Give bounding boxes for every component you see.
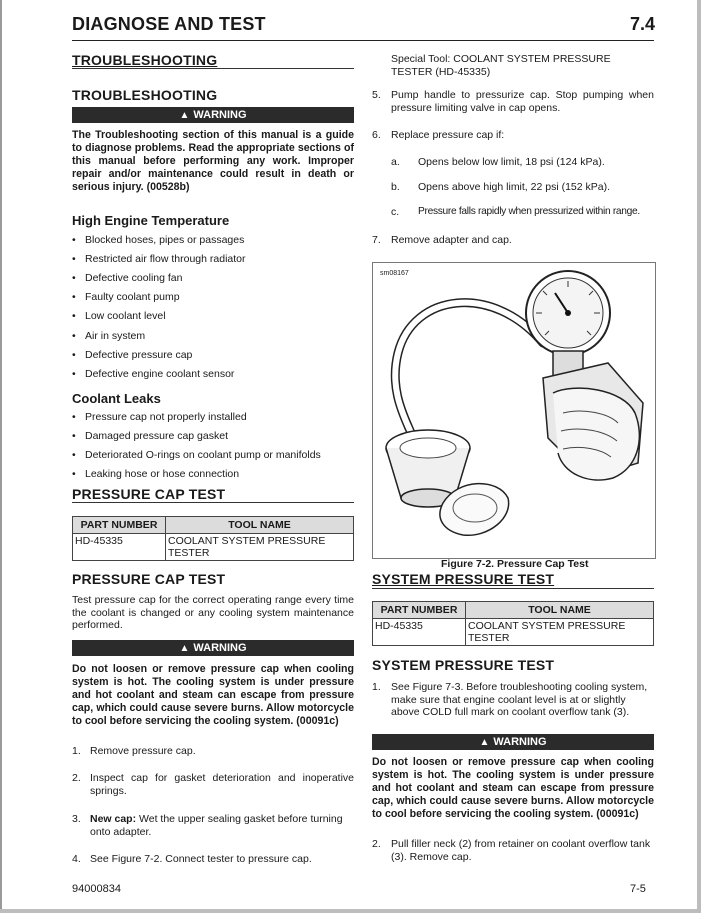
list-item-text: Air in system (85, 329, 146, 342)
figure-id: sm08167 (380, 270, 409, 277)
step-text: Pull filler neck (2) from retainer on coolant overflow tank (3). Remove cap. (391, 838, 651, 863)
list-item (72, 252, 354, 266)
pressure-cap-test-subheading: PRESSURE CAP TEST (72, 571, 226, 587)
warning-triangle-icon: ▲ (479, 737, 490, 748)
col-tool-name: TOOL NAME (466, 602, 654, 619)
tool-table (72, 516, 354, 561)
section-rule (72, 502, 354, 503)
list-item (72, 329, 354, 343)
list-item (72, 233, 354, 247)
page-border-bottom (0, 909, 701, 913)
list-item (72, 309, 354, 323)
warning-text: Do not loosen or remove pressure cap when cooling system is hot. The cooling system is under pressure and hot coolant and steam can escape from pressure cap, which could cause severe burns. Allow motorcycle to cool before servicing the cooling system. (00091c) (72, 663, 354, 727)
list-item-text: Defective engine coolant sensor (85, 367, 235, 380)
bullet-icon: • (72, 234, 76, 246)
bullet-icon: • (72, 348, 76, 361)
bullet-icon: • (72, 430, 76, 443)
intro-paragraph: Test pressure cap for the correct operating range every time the coolant is changed or any cooling system maintenance performed. (72, 594, 354, 631)
step-number: 3. (72, 813, 81, 825)
substep-text: Opens above high limit, 22 psi (152 kPa). (418, 181, 611, 193)
coolant-leaks-heading: Coolant Leaks (72, 391, 161, 406)
bullet-icon: • (72, 310, 76, 323)
step-number: 2. (372, 838, 381, 850)
bullet-icon: • (72, 253, 76, 266)
bullet-icon: • (72, 329, 76, 342)
step-number: 1. (72, 745, 81, 757)
list-item (72, 448, 354, 462)
warning-triangle-icon: ▲ (179, 643, 190, 654)
step-text: Pump handle to pressurize cap. Stop pumping when pressure limiting valve in cap opens. (391, 89, 654, 114)
tool-name-cell: COOLANT SYSTEM PRESSURE TESTER (466, 619, 654, 646)
high-engine-temp-heading: High Engine Temperature (72, 213, 230, 228)
step-number: 6. (372, 129, 381, 141)
bullet-icon: • (72, 411, 76, 423)
warning-bar: ▲ WARNING (372, 734, 654, 750)
step-text: Inspect cap for gasket deterioration and inoperative springs. (90, 772, 354, 797)
part-number-cell: HD-45335 (73, 534, 166, 561)
pressure-tester-illustration (373, 263, 655, 558)
pressure-cap-test-heading: PRESSURE CAP TEST (72, 486, 226, 502)
document-number: 94000834 (72, 883, 121, 895)
troubleshooting-section-heading: TROUBLESHOOTING (72, 52, 218, 68)
list-item-text: Faulty coolant pump (85, 291, 180, 304)
step-number: 2. (72, 772, 81, 784)
list-item (72, 410, 354, 424)
troubleshooting-subheading: TROUBLESHOOTING (72, 87, 218, 103)
warning-text: The Troubleshooting section of this manual is a guide to diagnose problems. Read the appropriate sections of this manual before performing any work. Improper repair and/or maintenance could result in death or serious injury. (00528b) (72, 129, 354, 193)
system-pressure-test-subheading: SYSTEM PRESSURE TEST (372, 657, 555, 673)
list-item-text: Restricted air flow through radiator (85, 253, 246, 266)
list-item-text: Damaged pressure cap gasket (85, 430, 228, 443)
col-part-number: PART NUMBER (373, 602, 466, 619)
header-rule (72, 40, 654, 41)
page-border-left (0, 0, 2, 913)
list-item (72, 429, 354, 443)
list-item (72, 348, 354, 362)
substep-text: Pressure falls rapidly when pressurized within range. (418, 206, 640, 217)
page-title: DIAGNOSE AND TEST (72, 14, 266, 34)
step-text: See Figure 7-3. Before troubleshooting cooling system, make sure that engine coolant level is at or slightly above COLD full mark on coolant overflow tank (3). (391, 681, 648, 718)
list-item-text: Deteriorated O-rings on coolant pump or manifolds (85, 449, 321, 462)
list-item (72, 290, 354, 304)
figure-pressure-cap-test (372, 262, 656, 559)
list-item (72, 467, 354, 481)
warning-bar: ▲ WARNING (72, 107, 354, 123)
section-number: 7.4 (629, 14, 655, 34)
warning-triangle-icon: ▲ (179, 110, 190, 121)
list-item-text: Leaking hose or hose connection (85, 468, 240, 481)
step-text: Remove pressure cap. (90, 745, 196, 757)
list-item (72, 367, 354, 381)
page-number: 7-5 (630, 883, 646, 895)
system-pressure-test-heading: SYSTEM PRESSURE TEST (372, 571, 555, 587)
bullet-icon: • (72, 449, 76, 462)
list-item-text: Low coolant level (85, 310, 166, 323)
figure-caption: Figure 7-2. Pressure Cap Test (441, 558, 589, 570)
bullet-icon: • (72, 291, 76, 304)
tool-name-cell: COOLANT SYSTEM PRESSURE TESTER (166, 534, 354, 561)
col-tool-name: TOOL NAME (166, 517, 354, 534)
list-item-text: Defective pressure cap (85, 348, 193, 361)
bullet-icon: • (72, 468, 76, 481)
list-item-text: Pressure cap not properly installed (85, 411, 247, 423)
substep-text: Opens below low limit, 18 psi (124 kPa). (418, 156, 605, 168)
warning-bar: ▲ WARNING (72, 640, 354, 656)
step-number: 7. (372, 234, 381, 246)
substep-letter: c. (391, 206, 400, 218)
step-text: See Figure 7-2. Connect tester to pressure cap. (90, 853, 312, 865)
section-rule (372, 588, 654, 589)
page-border-right (697, 0, 701, 913)
section-rule (72, 68, 354, 69)
col-part-number: PART NUMBER (73, 517, 166, 534)
bullet-icon: • (72, 272, 76, 285)
step-text: New cap: Wet the upper sealing gasket before turning onto adapter. (90, 813, 343, 838)
list-item-text: Defective cooling fan (85, 272, 183, 285)
substep-letter: a. (391, 156, 400, 168)
step-text: Remove adapter and cap. (391, 234, 512, 246)
step-number: 4. (72, 853, 81, 865)
special-tool-note: Special Tool: COOLANT SYSTEM PRESSURE TESTER (HD-45335) (391, 53, 611, 78)
step-number: 1. (372, 681, 381, 693)
warning-text: Do not loosen or remove pressure cap when cooling system is hot. The cooling system is under pressure and hot coolant and steam can escape from pressure cap, which could cause severe burns. Allow motorcycle to cool before servicing the cooling system. (00091c) (372, 756, 654, 820)
list-item-text: Blocked hoses, pipes or passages (85, 234, 245, 246)
step-text: Replace pressure cap if: (391, 129, 505, 141)
step-number: 5. (372, 89, 381, 101)
substep-letter: b. (391, 181, 400, 193)
list-item (72, 271, 354, 285)
tool-table (372, 601, 654, 646)
bullet-icon: • (72, 367, 76, 380)
part-number-cell: HD-45335 (373, 619, 466, 646)
